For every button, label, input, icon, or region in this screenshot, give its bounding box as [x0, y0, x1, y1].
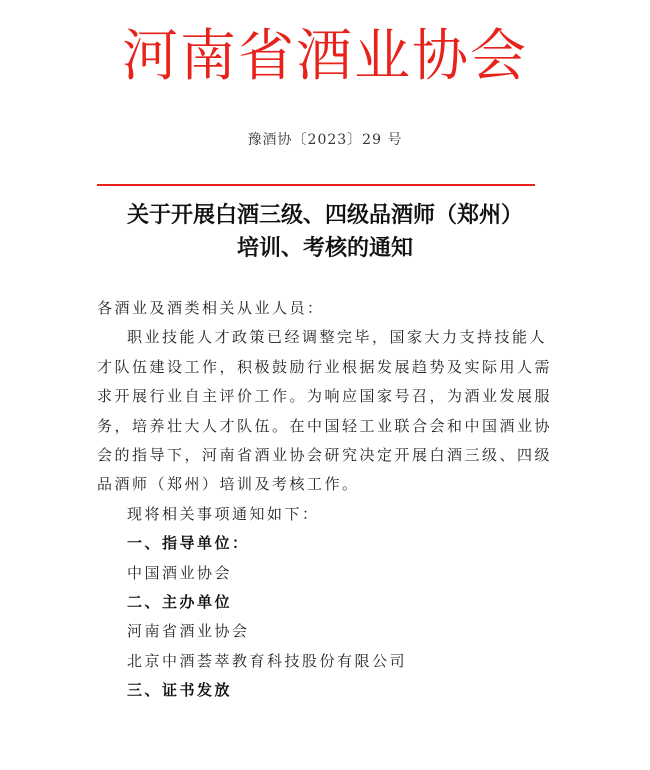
section-item: 河南省酒业协会 — [127, 622, 250, 641]
notice-title-line-2: 培训、考核的通知 — [236, 236, 413, 261]
section-item: 中国酒业协会 — [127, 563, 233, 582]
organization-name: 河南省酒业协会 — [122, 24, 528, 89]
section-heading-guidance: 一、指导单位： — [127, 534, 250, 553]
notice-title-line-1: 关于开展白酒三级、四级品酒师（郑州） — [126, 203, 523, 228]
section-heading-organizer: 二、主办单位 — [127, 593, 233, 612]
lead-paragraph: 现将相关事项通知如下： — [127, 504, 320, 523]
notice-title — [0, 199, 650, 265]
section-item: 北京中酒荟萃教育科技股份有限公司 — [127, 651, 408, 670]
document-number: 豫酒协〔2023〕29 号 — [247, 132, 403, 148]
red-divider — [97, 184, 535, 186]
intro-paragraph: 职业技能人才政策已经调整完毕，国家大力支持技能人才队伍建设工作，积极鼓励行业根据发展趋势及实际用人需求开展行业自主评价工作。为响应国家号召，为酒业发展服务，培养壮大人才队伍。在中国轻工业联合会和中国酒业协会的指导下，河南省酒业协会研究决定开展白酒三级、四级品酒师（郑州）培训及考核工作。 — [97, 328, 553, 494]
salutation: 各酒业及酒类相关从业人员： — [97, 299, 325, 317]
section-heading-certificate: 三、证书发放 — [127, 681, 233, 700]
notice-body — [97, 294, 552, 706]
